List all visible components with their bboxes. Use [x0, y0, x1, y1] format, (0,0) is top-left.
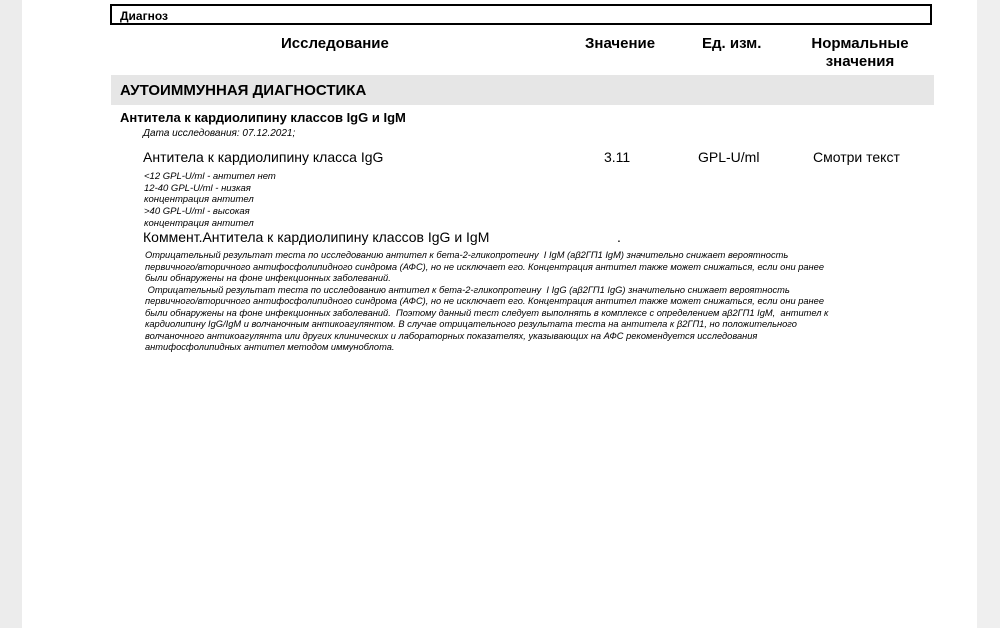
comment-label: Коммент.Антитела к кардиолипину классов IgG и IgM — [143, 229, 490, 245]
test-date: Дата исследования: 07.12.2021; — [143, 128, 296, 139]
reference-line: концентрация антител — [144, 217, 254, 229]
reference-line: >40 GPL-U/ml - высокая — [144, 206, 250, 218]
result-value: 3.11 — [604, 149, 631, 165]
note-line: первичного/вторичного антифосфолипидного синдрома (АФС), но не исключает его. Концентрация антител также может снижаться, если они ранее — [145, 296, 825, 306]
result-name: Антитела к кардиолипину класса IgG — [143, 149, 384, 165]
column-header-study: Исследование — [281, 35, 389, 52]
diagnosis-box — [110, 4, 932, 25]
note-line: кардиолипину IgG/IgM и волчаночным антикоагулянтом. В случае отрицательного результата теста на антитела к β2ГП1, но положительного — [145, 319, 797, 329]
test-title: Антитела к кардиолипину классов IgG и IgM — [120, 110, 406, 125]
result-unit: GPL-U/ml — [698, 149, 760, 165]
reference-line: концентрация антител — [144, 194, 254, 206]
diagnosis-label: Диагноз — [120, 9, 168, 23]
column-header-unit: Ед. изм. — [702, 35, 762, 52]
result-normal: Смотри текст — [813, 149, 900, 165]
note-line: антифосфолипидных антител методом иммуноблота. — [145, 342, 395, 352]
section-title: АУТОИММУННАЯ ДИАГНОСТИКА — [120, 82, 367, 99]
note-line: были обнаружены на фоне инфекционных заболеваний. Поэтому данный тест следует выполнять в комплексе с определением аβ2ГП1 IgM, антител к — [145, 307, 829, 318]
comment-value: . — [617, 229, 621, 245]
interpretation-notes — [145, 250, 935, 354]
reference-line: 12-40 GPL-U/ml - низкая — [144, 182, 251, 194]
note-line: Отрицательный результат теста по исследованию антител к бета-2-гликопротеину I IgG (аβ2ГП1 IgG) значительно снижает вероятность — [145, 284, 790, 295]
reference-line: <12 GPL-U/ml - антител нет — [144, 171, 276, 182]
column-header-value: Значение — [585, 35, 656, 52]
note-line: первичного/вторичного антифосфолипидного синдрома (АФС), но не исключает его. Концентрация антител также может снижаться, если они ранее — [145, 261, 825, 272]
note-line: Отрицательный результат теста по исследованию антител к бета-2-гликопротеину I IgM (аβ2ГП1 IgM) значительно снижает вероятность — [145, 250, 789, 260]
reference-ranges — [144, 171, 276, 230]
note-line: волчаночного антикоагулянта или других клинических и лабораторных показателях, указывающих на АФС рекомендуется исследования — [145, 330, 758, 341]
note-line: были обнаружены на фоне инфекционных заболеваний. — [145, 273, 391, 283]
column-header-normal: Нормальные значения — [811, 35, 909, 70]
section-header — [111, 75, 934, 105]
page-margin — [977, 0, 1000, 628]
